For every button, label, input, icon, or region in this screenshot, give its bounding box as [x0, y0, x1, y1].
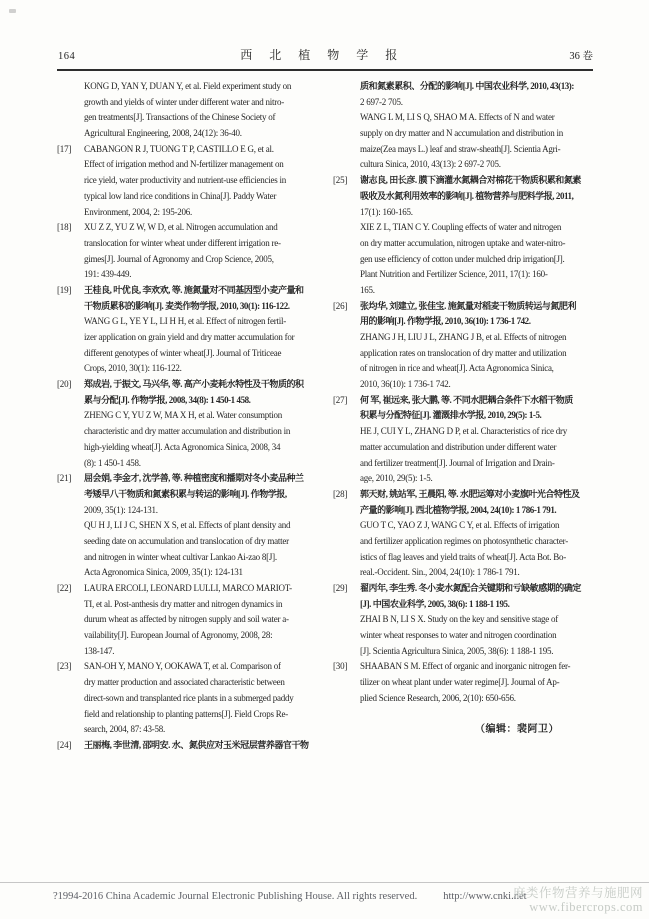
- reference-text: [360, 659, 601, 706]
- reference-line: 2 697-2 705.: [360, 96, 403, 107]
- reference-line: 产量的影响[J]. 西北植物学报, 2004, 24(10): 1 786-1 791.: [360, 504, 557, 515]
- reference-line: 吸收及水氮利用效率的影响[J]. 植物营养与肥料学报, 2011,: [360, 190, 574, 201]
- reference-line: [J]. Scientia Agricultura Sinica, 2005, 38(6): 1 188-1 195.: [360, 645, 554, 656]
- reference-line: 191: 439-449.: [84, 269, 132, 280]
- reference-entry: [333, 487, 601, 581]
- reference-line: 2009, 35(1): 124-131.: [84, 504, 158, 515]
- reference-number: [30]: [333, 661, 348, 672]
- reference-line: 积累与分配特征[J]. 灌溉排水学报, 2010, 29(5): 1-5.: [360, 410, 542, 421]
- reference-text: [360, 487, 601, 581]
- references-column-left: [57, 79, 325, 754]
- reference-line: gen use efficiency of cotton under mulched drip irrigation[J].: [360, 253, 565, 264]
- reference-line: 17(1): 160-165.: [360, 206, 413, 217]
- reference-line: of nitrogen in rice and wheat[J]. Acta Agronomica Sinica,: [360, 363, 554, 374]
- references-column-right-wrap: [333, 79, 601, 754]
- reference-line: SAN-OH Y, MANO Y, OOKAWA T, et al. Comparison of: [84, 661, 281, 672]
- reference-line: maize(Zea mays L.) leaf and straw-sheath[J]. Scientia Agri-: [360, 143, 561, 154]
- reference-number: [28]: [333, 488, 348, 499]
- reference-line: and fertilizer treatment[J]. Journal of Irrigation and Drain-: [360, 457, 555, 468]
- journal-title: 西 北 植 物 学 报: [240, 48, 405, 62]
- reference-entry: [333, 581, 601, 659]
- reference-line: seeding date on accumulation and translocation of dry matter: [84, 535, 289, 546]
- reference-line: GUO T C, YAO Z J, WANG C Y, et al. Effects of irrigation: [360, 520, 560, 531]
- reference-line: TI, et al. Post-anthesis dry matter and nitrogen dynamics in: [84, 598, 283, 609]
- reference-line: WANG G L, YE Y L, LI H H, et al. Effect of nitrogen fertil-: [84, 316, 287, 327]
- reference-line: 郑成岩, 于振文, 马兴华, 等. 高产小麦耗水特性及干物质的积: [84, 379, 304, 390]
- reference-line: search, 2004, 87: 43-58.: [84, 724, 165, 735]
- reference-line: HE J, CUI Y L, ZHANG D P, et al. Characteristics of rice dry: [360, 426, 568, 437]
- reference-text: [360, 299, 601, 393]
- reference-line: different genotypes of winter wheat[J]. Journal of Triticeae: [84, 347, 282, 358]
- reference-line: supply on dry matter and N accumulation and distribution in: [360, 128, 563, 139]
- reference-line: 张均华, 刘建立, 张佳宝. 施氮量对稻麦干物质转运与氮肥利: [360, 300, 577, 311]
- reference-line: XU Z Z, YU Z W, W D, et al. Nitrogen accumulation and: [84, 222, 278, 233]
- reference-line: ZHENG C Y, YU Z W, MA X H, et al. Water consumption: [84, 410, 283, 421]
- reference-entry: [57, 142, 325, 220]
- reference-line: matter accumulation and distribution under different water: [360, 441, 557, 452]
- watermark-site-url: www.fibercrops.com: [529, 899, 643, 914]
- reference-line: 累与分配[J]. 作物学报, 2008, 34(8): 1 450-1 458.: [84, 394, 251, 405]
- reference-number: [19]: [57, 284, 72, 295]
- reference-line: XIE Z L, TIAN C Y. Coupling effects of water and nitrogen: [360, 222, 562, 233]
- reference-line: high-yielding wheat[J]. Acta Agronomica Sinica, 2008, 34: [84, 441, 281, 452]
- reference-line: 考矮早八干物质和氮素积累与转运的影响[J]. 作物学报,: [84, 488, 287, 499]
- reference-number: [333, 79, 360, 173]
- reference-number: [18]: [57, 222, 72, 233]
- reference-number: [20]: [57, 379, 72, 390]
- reference-text: [84, 581, 325, 659]
- reference-line: age, 2010, 29(5): 1-5.: [360, 473, 433, 484]
- reference-line: istics of flag leaves and yield traits of wheat[J]. Acta Bot. Bo-: [360, 551, 566, 562]
- reference-line: 郭天财, 姚站军, 王晨阳, 等. 水肥运筹对小麦旗叶光合特性及: [360, 488, 580, 499]
- page-footer: [0, 882, 649, 919]
- reference-line: 王丽梅, 李世清, 邵明安. 水、氮供应对玉米冠层营养器官干物: [84, 739, 309, 750]
- scan-noise-mark: [9, 9, 16, 13]
- reference-text: [84, 79, 325, 142]
- reference-line: real.-Occident. Sin., 2004, 24(10): 1 786-1 791.: [360, 567, 520, 578]
- reference-line: Plant Nutrition and Fertilizer Science, 2011, 17(1): 160-: [360, 269, 548, 280]
- reference-text: [360, 393, 601, 487]
- reference-line: 质和氮素累积、分配的影响[J]. 中国农业科学, 2010, 43(13):: [360, 81, 574, 91]
- reference-entry: [333, 173, 601, 299]
- references-column-right: [333, 79, 601, 707]
- reference-entry: [333, 659, 601, 706]
- reference-line: typical low land rice conditions in China[J]. Paddy Water: [84, 190, 277, 201]
- reference-text: [84, 659, 325, 737]
- reference-line: winter wheat responses to water and nitrogen coordination: [360, 630, 557, 641]
- reference-line: application rates on translocation of dry matter and utilization: [360, 347, 567, 358]
- reference-line: on dry matter accumulation, nitrogen uptake and water-nitro-: [360, 237, 566, 248]
- reference-entry: [333, 79, 601, 173]
- watermark: [513, 887, 643, 914]
- reference-number: [26]: [333, 300, 348, 311]
- reference-line: [J]. 中国农业科学, 2005, 38(6): 1 188-1 195.: [360, 598, 510, 609]
- reference-line: rice yield, water productivity and nutrient-use efficiencies in: [84, 175, 287, 186]
- references-column-left-wrap: [57, 79, 325, 754]
- references-section: [57, 79, 601, 754]
- reference-entry: [333, 393, 601, 487]
- reference-text: [84, 142, 325, 220]
- reference-line: 何 军, 崔远来, 张大鹏, 等. 不同水肥耦合条件下水稻干物质: [360, 394, 573, 405]
- reference-entry: [57, 283, 325, 377]
- reference-line: CABANGON R J, TUONG T P, CASTILLO E G, et al.: [84, 143, 274, 154]
- reference-line: and fertilizer application regimes on photosynthetic character-: [360, 535, 568, 546]
- reference-line: 用的影响[J]. 作物学报, 2010, 36(10): 1 736-1 742.: [360, 316, 531, 327]
- copyright-text: ?1994-2016 China Academic Journal Electronic Publishing House. All rights reserved.: [53, 891, 418, 902]
- reference-line: ZHANG J H, LIU J L, ZHANG J B, et al. Effects of nitrogen: [360, 332, 567, 342]
- reference-line: durum wheat as affected by nitrogen supply and soil water a-: [84, 614, 289, 625]
- reference-line: Agricultural Engineering, 2008, 24(12): 36-40.: [84, 128, 242, 139]
- reference-line: LAURA ERCOLI, LEONARD LULLI, MARCO MARIOT-: [84, 583, 292, 593]
- cnki-url: http://www.cnki.net: [443, 891, 527, 902]
- reference-line: cultura Sinica, 2010, 43(13): 2 697-2 705.: [360, 159, 501, 170]
- editor-note: （编辑：裴阿卫）: [475, 723, 559, 735]
- header-rule: [57, 69, 593, 71]
- reference-line: izer application on grain yield and dry matter accumulation for: [84, 332, 295, 342]
- reference-line: 干物质累积的影响[J]. 麦类作物学报, 2010, 30(1): 116-122.: [84, 300, 290, 311]
- volume-number: 36 卷: [569, 51, 593, 62]
- reference-line: (8): 1 450-1 458.: [84, 457, 141, 468]
- reference-line: characteristic and dry matter accumulation and distribution in: [84, 426, 291, 437]
- reference-line: 谢志良, 田长彦. 膜下滴灌水氮耦合对棉花干物质积累和氮素: [360, 175, 581, 186]
- reference-line: gimes[J]. Journal of Agronomy and Crop Science, 2005,: [84, 253, 274, 264]
- reference-number: [21]: [57, 473, 72, 484]
- reference-text: [84, 738, 325, 754]
- reference-line: ZHAI B N, LI S X. Study on the key and sensitive stage of: [360, 614, 558, 625]
- reference-line: SHAABAN S M. Effect of organic and inorganic nitrogen fer-: [360, 661, 571, 672]
- reference-line: 王桂良, 叶优良, 李欢欢, 等. 施氮量对不同基因型小麦产量和: [84, 284, 304, 295]
- page-header: [58, 46, 593, 63]
- watermark-site-name: 麻类作物营养与施肥网: [512, 886, 643, 900]
- reference-number: [29]: [333, 583, 348, 593]
- reference-number: [27]: [333, 394, 348, 405]
- reference-number: [25]: [333, 175, 348, 186]
- reference-text: [84, 471, 325, 581]
- footer-copyright-line: [53, 891, 527, 902]
- reference-text: [84, 377, 325, 471]
- reference-number: [23]: [57, 661, 72, 672]
- reference-line: tilizer on wheat plant under water regime[J]. Journal of Ap-: [360, 677, 560, 688]
- reference-line: gen treatments[J]. Transactions of the Chinese Society of: [84, 112, 276, 123]
- reference-text: [84, 283, 325, 377]
- reference-line: vailability[J]. European Journal of Agronomy, 2008, 28:: [84, 630, 273, 641]
- reference-line: dry matter production and associated characteristic between: [84, 677, 285, 688]
- reference-line: plied Science Research, 2006, 2(10): 650-656.: [360, 692, 516, 703]
- reference-line: Environment, 2004, 2: 195-206.: [84, 206, 192, 217]
- reference-line: direct-sown and transplanted rice plants in a submerged paddy: [84, 692, 294, 703]
- reference-line: 翟丙年, 李生秀. 冬小麦水氮配合关键期和亏缺敏感期的确定: [360, 583, 581, 593]
- reference-entry: [57, 581, 325, 659]
- reference-entry: [57, 79, 325, 142]
- reference-entry: [57, 738, 325, 754]
- reference-line: WANG L M, LI S Q, SHAO M A. Effects of N and water: [360, 112, 555, 123]
- reference-number: [17]: [57, 143, 72, 154]
- reference-entry: [57, 471, 325, 581]
- reference-line: growth and yields of winter under different water and nitro-: [84, 96, 285, 107]
- reference-line: 屈会娟, 李金才, 沈学善, 等. 种植密度和播期对冬小麦品种兰: [84, 473, 304, 484]
- reference-line: Acta Agronomica Sinica, 2009, 35(1): 124-131: [84, 567, 243, 578]
- reference-entry: [57, 659, 325, 737]
- reference-text: [360, 173, 601, 299]
- reference-line: 2010, 36(10): 1 736-1 742.: [360, 379, 451, 390]
- reference-entry: [57, 377, 325, 471]
- reference-line: 165.: [360, 284, 375, 295]
- reference-entry: [333, 299, 601, 393]
- reference-line: and nitrogen in winter wheat cultivar Lankao Ai-zao 8[J].: [84, 551, 277, 562]
- reference-line: Effect of irrigation method and N-fertilizer management on: [84, 159, 284, 170]
- reference-number: [24]: [57, 739, 72, 750]
- reference-text: [84, 220, 325, 283]
- reference-number: [57, 79, 84, 142]
- reference-number: [22]: [57, 583, 72, 593]
- reference-entry: [57, 220, 325, 283]
- reference-line: 138-147.: [84, 645, 115, 656]
- reference-line: field and relationship to planting patterns[J]. Field Crops Re-: [84, 708, 288, 719]
- reference-line: translocation for winter wheat under different irrigation re-: [84, 237, 281, 248]
- reference-text: [360, 581, 601, 659]
- reference-text: [360, 79, 601, 173]
- page-number: 164: [58, 51, 76, 62]
- reference-line: KONG D, YAN Y, DUAN Y, et al. Field experiment study on: [84, 81, 292, 91]
- reference-line: Crops, 2010, 30(1): 116-122.: [84, 363, 182, 374]
- reference-line: QU H J, LI J C, SHEN X S, et al. Effects of plant density and: [84, 520, 291, 531]
